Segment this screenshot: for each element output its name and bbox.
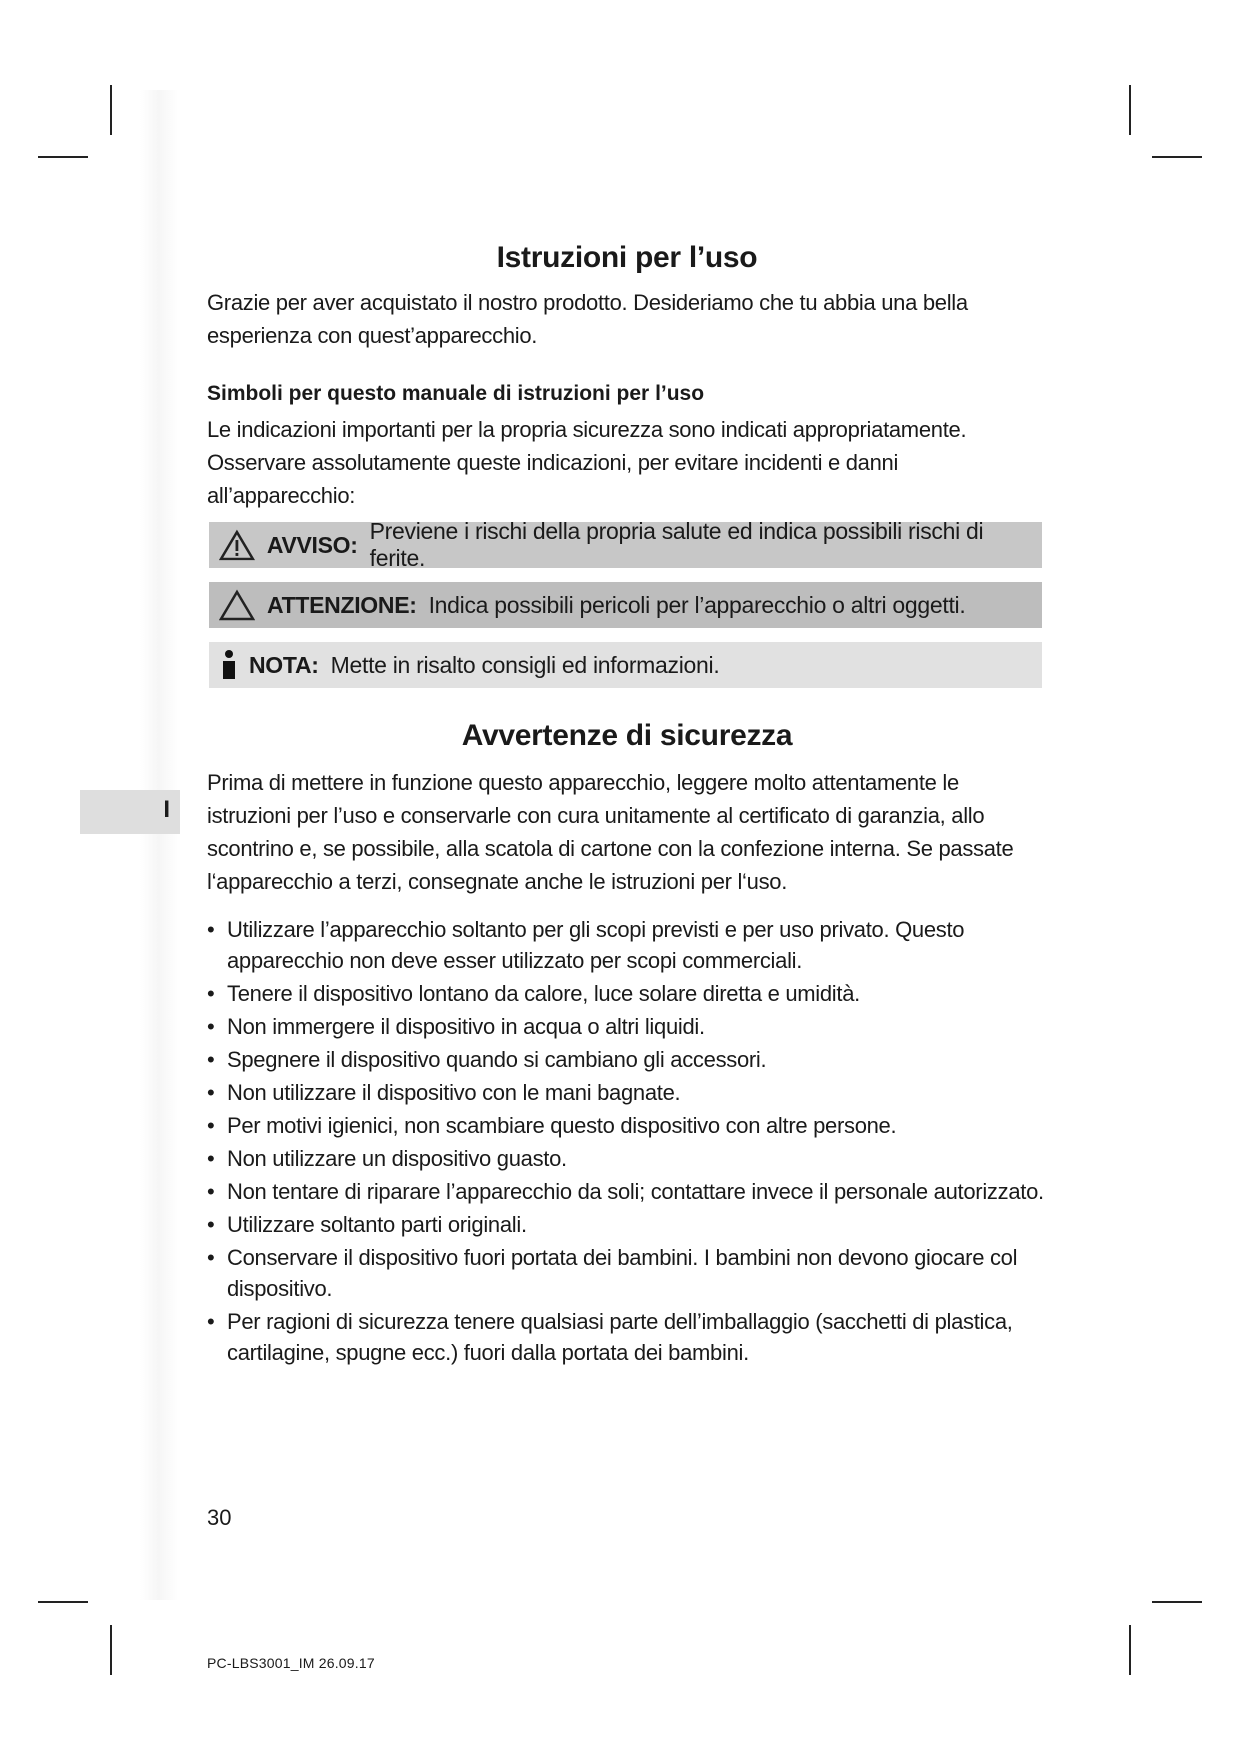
crop-mark-bottom-left-horizontal xyxy=(38,1601,88,1603)
bullet-marker: • xyxy=(207,917,215,943)
list-item-text: Utilizzare l’apparecchio soltanto per gli scopi previsti e per uso privato. Questo apparecchio non deve esser utilizzato per scopi commerciali. xyxy=(227,917,965,974)
note-label: NOTA: xyxy=(249,651,319,678)
crop-mark-top-right-vertical xyxy=(1129,85,1131,135)
bullet-marker: • xyxy=(207,1212,215,1238)
safety-list xyxy=(207,914,1047,1368)
warning-label: AVVISO: xyxy=(266,531,358,558)
list-item-text: Per motivi igienici, non scambiare questo dispositivo con altre persone. xyxy=(227,1113,897,1139)
list-item xyxy=(207,1176,1047,1207)
list-item xyxy=(207,1143,1047,1174)
list-item-text: Per ragioni di sicurezza tenere qualsiasi parte dell’imballaggio (sacchetti di plastica, cartilagine, spugne ecc.) fuori dalla portata dei bambini. xyxy=(227,1309,1013,1366)
list-item xyxy=(207,1044,1047,1075)
language-tab xyxy=(80,790,180,834)
list-item-text: Non utilizzare un dispositivo guasto. xyxy=(227,1146,567,1172)
list-item-text: Non immergere il dispositivo in acqua o altri liquidi. xyxy=(227,1014,705,1040)
bullet-marker: • xyxy=(207,1113,215,1139)
crop-mark-top-left-vertical xyxy=(110,85,112,135)
symbols-heading: Simboli per questo manuale di istruzioni per l’uso xyxy=(207,382,705,405)
list-item xyxy=(207,1242,1047,1304)
list-item-text: Spegnere il dispositivo quando si cambiano gli accessori. xyxy=(227,1047,767,1073)
list-item xyxy=(207,914,1047,976)
list-item-text: Non utilizzare il dispositivo con le mani bagnate. xyxy=(227,1080,681,1106)
list-item xyxy=(207,1077,1047,1108)
crop-mark-top-right-horizontal xyxy=(1152,156,1202,158)
list-item xyxy=(207,1110,1047,1141)
bullet-marker: • xyxy=(207,1047,215,1073)
list-item-text: Conservare il dispositivo fuori portata dei bambini. I bambini non devono giocare col dispositivo. xyxy=(227,1245,1018,1302)
crop-mark-bottom-right-horizontal xyxy=(1152,1601,1202,1603)
bullet-marker: • xyxy=(207,1146,215,1172)
language-tab-label: I xyxy=(163,796,170,823)
bullet-marker: • xyxy=(207,1309,215,1335)
bullet-marker: • xyxy=(207,1014,215,1040)
page-edge-shadow xyxy=(140,90,178,1600)
list-item-text: Tenere il dispositivo lontano da calore, luce solare diretta e umidità. xyxy=(227,981,860,1007)
page-number: 30 xyxy=(207,1505,232,1530)
list-item-text: Non tentare di riparare l’apparecchio da soli; contattare invece il personale autorizzato. xyxy=(227,1179,1044,1205)
page-title: Istruzioni per l’uso xyxy=(496,241,758,274)
bullet-marker: • xyxy=(207,981,215,1007)
bullet-marker: • xyxy=(207,1179,215,1205)
crop-mark-bottom-right-vertical xyxy=(1129,1625,1131,1675)
caution-triangle-icon xyxy=(219,589,255,621)
caution-box xyxy=(209,582,1042,628)
list-item-text: Utilizzare soltanto parti originali. xyxy=(227,1212,527,1238)
note-box xyxy=(209,642,1042,688)
info-icon xyxy=(219,649,239,681)
safety-title: Avvertenze di sicurezza xyxy=(461,719,793,753)
warning-triangle-icon xyxy=(219,529,255,561)
crop-mark-top-left-horizontal xyxy=(38,156,88,158)
intro-paragraph: Grazie per aver acquistato il nostro prodotto. Desideriamo che tu abbia una bella esperienza con quest’apparecchio. xyxy=(207,290,968,348)
warning-text: Previene i rischi della propria salute ed indica possibili rischi di ferite. xyxy=(369,518,984,572)
warning-box xyxy=(209,518,1042,572)
footer-code: PC-LBS3001_IM 26.09.17 xyxy=(207,1655,375,1671)
safety-intro-paragraph: Prima di mettere in funzione questo apparecchio, leggere molto attentamente le istruzioni per l’uso e conservarle con cura unitamente al certificato di garanzia, allo scontrino e, se possibile, alla scatola di cartone con la confezione interna. Se passate l‘apparecchio a terzi, consegnate anche le istruzioni per l‘uso. xyxy=(207,770,1014,895)
bullet-marker: • xyxy=(207,1080,215,1106)
caution-label: ATTENZIONE: xyxy=(267,591,417,618)
list-item xyxy=(207,978,1047,1009)
list-item xyxy=(207,1011,1047,1042)
bullet-marker: • xyxy=(207,1245,215,1271)
symbols-paragraph: Le indicazioni importanti per la propria sicurezza sono indicati appropriatamente. Osservare assolutamente queste indicazioni, per evitare incidenti e danni all’apparecchio: xyxy=(207,417,967,509)
list-item xyxy=(207,1209,1047,1240)
page-content xyxy=(207,240,1047,1370)
crop-mark-bottom-left-vertical xyxy=(110,1625,112,1675)
note-text: Mette in risalto consigli ed informazioni. xyxy=(330,651,720,678)
caution-text: Indica possibili pericoli per l’apparecchio o altri oggetti. xyxy=(428,591,966,618)
list-item xyxy=(207,1306,1047,1368)
